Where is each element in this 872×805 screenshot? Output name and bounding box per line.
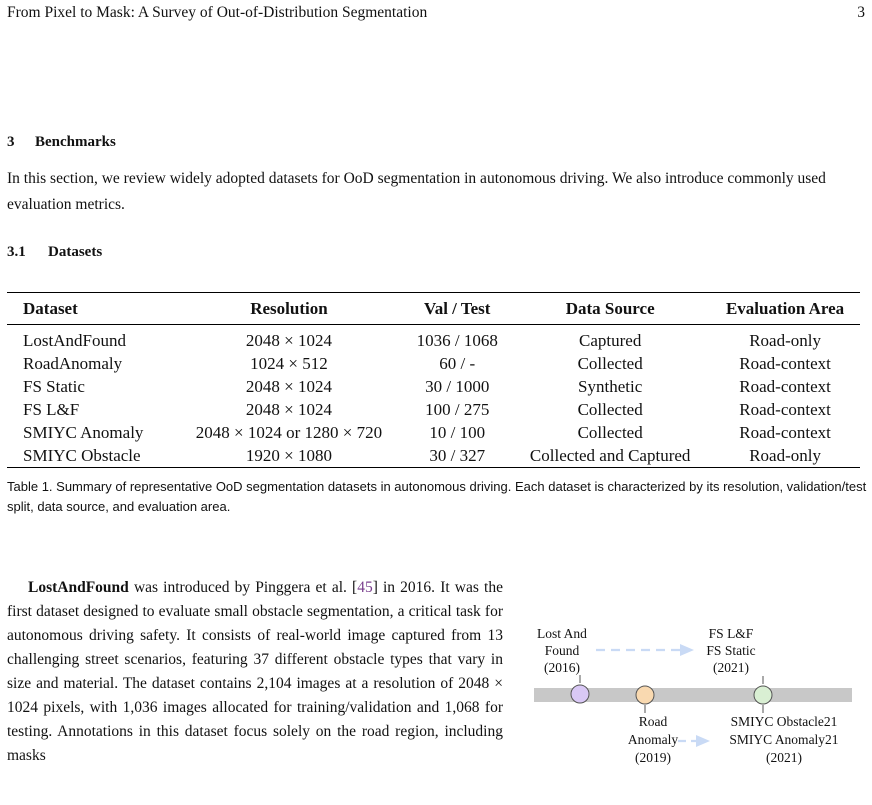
table-row bbox=[7, 421, 860, 444]
cell-data-source: Collected bbox=[577, 423, 643, 442]
section-heading bbox=[7, 134, 116, 151]
section-intro: In this section, we review widely adopted datasets for OoD segmentation in autonomous driving. We also introduce commonly used evaluation metrics. bbox=[7, 170, 826, 213]
subsection-title: Datasets bbox=[48, 244, 103, 260]
cell-evaluation-area: Road-context bbox=[739, 400, 831, 419]
cell-val-test: 1036 / 1068 bbox=[416, 331, 498, 350]
citation-link[interactable]: 45 bbox=[357, 579, 373, 596]
cell-resolution: 1920 × 1080 bbox=[245, 446, 333, 465]
cell-evaluation-area: Road-context bbox=[739, 354, 831, 373]
cell-evaluation-area: Road-only bbox=[749, 331, 821, 350]
timeline-arrowhead-bottom bbox=[696, 735, 710, 747]
paragraph-text-b: ] in 2016. It was the first dataset designed to evaluate small obstacle segmentation, a critical task for autonomous driving safety. It consists of real-world image captured from 13 challenging street scenarios, featuring 37 different obstacle types that vary in size and material. The dataset contains 2,104 images at a resolution of 2048 × 1024 pixels, with 1,036 images allocated for training/validation and 1,068 for testing. Annotations in this dataset focus solely on the road region, including masks bbox=[7, 579, 503, 764]
label-fs-2: FS Static bbox=[706, 643, 756, 658]
timeline-arrowhead-top bbox=[680, 644, 694, 656]
cell-val-test: 60 / - bbox=[439, 354, 476, 373]
section-number: 3 bbox=[7, 134, 15, 150]
subsection-heading bbox=[7, 244, 102, 261]
page-number: 3 bbox=[857, 4, 865, 21]
cell-dataset: LostAndFound bbox=[23, 331, 126, 350]
cell-data-source: Captured bbox=[579, 331, 642, 350]
cell-val-test: 30 / 1000 bbox=[425, 377, 490, 396]
cell-resolution: 2048 × 1024 or 1280 × 720 bbox=[195, 423, 383, 442]
col-data-source: Data Source bbox=[565, 298, 655, 318]
cell-resolution: 2048 × 1024 bbox=[245, 331, 333, 350]
cell-dataset: FS L&F bbox=[23, 400, 80, 419]
subsection-number: 3.1 bbox=[7, 244, 26, 260]
timeline-svg bbox=[528, 620, 858, 770]
cell-dataset: SMIYC Obstacle bbox=[23, 446, 141, 465]
label-fs-year: (2021) bbox=[713, 660, 749, 675]
cell-val-test: 10 / 100 bbox=[429, 423, 486, 442]
label-road-anomaly-1: Road bbox=[638, 714, 668, 729]
col-resolution: Resolution bbox=[250, 298, 328, 318]
table-row bbox=[7, 325, 860, 353]
cell-resolution: 1024 × 512 bbox=[250, 354, 328, 373]
cell-dataset: SMIYC Anomaly bbox=[23, 423, 144, 442]
cell-data-source: Synthetic bbox=[578, 377, 643, 396]
table-header-row bbox=[7, 293, 860, 325]
table-row bbox=[7, 352, 860, 375]
label-road-anomaly-2: Anomaly bbox=[627, 732, 679, 747]
label-smiyc-year: (2021) bbox=[766, 750, 802, 765]
timeline-node-2021 bbox=[754, 686, 772, 704]
cell-data-source: Collected and Captured bbox=[529, 446, 691, 465]
label-smiyc-1: SMIYC Obstacle21 bbox=[730, 714, 838, 729]
label-lost-and-found-2: Found bbox=[544, 643, 580, 658]
body-paragraph bbox=[7, 576, 503, 768]
cell-resolution: 2048 × 1024 bbox=[245, 400, 333, 419]
cell-evaluation-area: Road-only bbox=[749, 446, 821, 465]
label-lost-and-found-1: Lost And bbox=[537, 626, 587, 641]
table-caption: Table 1. Summary of representative OoD segmentation datasets in autonomous driving. Each dataset is characterized by its resolution, validation/test split, data source, and evaluation area. bbox=[7, 479, 867, 514]
col-dataset: Dataset bbox=[23, 298, 78, 318]
section-title: Benchmarks bbox=[35, 134, 116, 150]
cell-evaluation-area: Road-context bbox=[739, 377, 831, 396]
cell-data-source: Collected bbox=[577, 400, 643, 419]
label-road-anomaly-year: (2019) bbox=[635, 750, 671, 765]
table-row bbox=[7, 444, 860, 468]
cell-val-test: 100 / 275 bbox=[425, 400, 490, 419]
timeline-node-2019 bbox=[636, 686, 654, 704]
dataset-timeline-figure bbox=[528, 620, 858, 770]
cell-data-source: Collected bbox=[577, 354, 643, 373]
cell-evaluation-area: Road-context bbox=[739, 423, 831, 442]
paragraph-lead: LostAndFound bbox=[28, 579, 129, 596]
label-lost-and-found-year: (2016) bbox=[544, 660, 580, 675]
cell-dataset: RoadAnomaly bbox=[23, 354, 123, 373]
running-title: From Pixel to Mask: A Survey of Out-of-Distribution Segmentation bbox=[7, 4, 428, 21]
col-evaluation-area: Evaluation Area bbox=[725, 298, 845, 318]
table-row bbox=[7, 375, 860, 398]
cell-dataset: FS Static bbox=[23, 377, 85, 396]
table-row bbox=[7, 398, 860, 421]
label-smiyc-2: SMIYC Anomaly21 bbox=[729, 732, 839, 747]
datasets-table bbox=[7, 292, 860, 468]
cell-val-test: 30 / 327 bbox=[429, 446, 486, 465]
paragraph-text-a: was introduced by Pinggera et al. [ bbox=[128, 579, 358, 596]
label-fs-1: FS L&F bbox=[708, 626, 754, 641]
timeline-node-2016 bbox=[571, 685, 589, 703]
cell-resolution: 2048 × 1024 bbox=[245, 377, 333, 396]
col-val-test: Val / Test bbox=[423, 298, 491, 318]
